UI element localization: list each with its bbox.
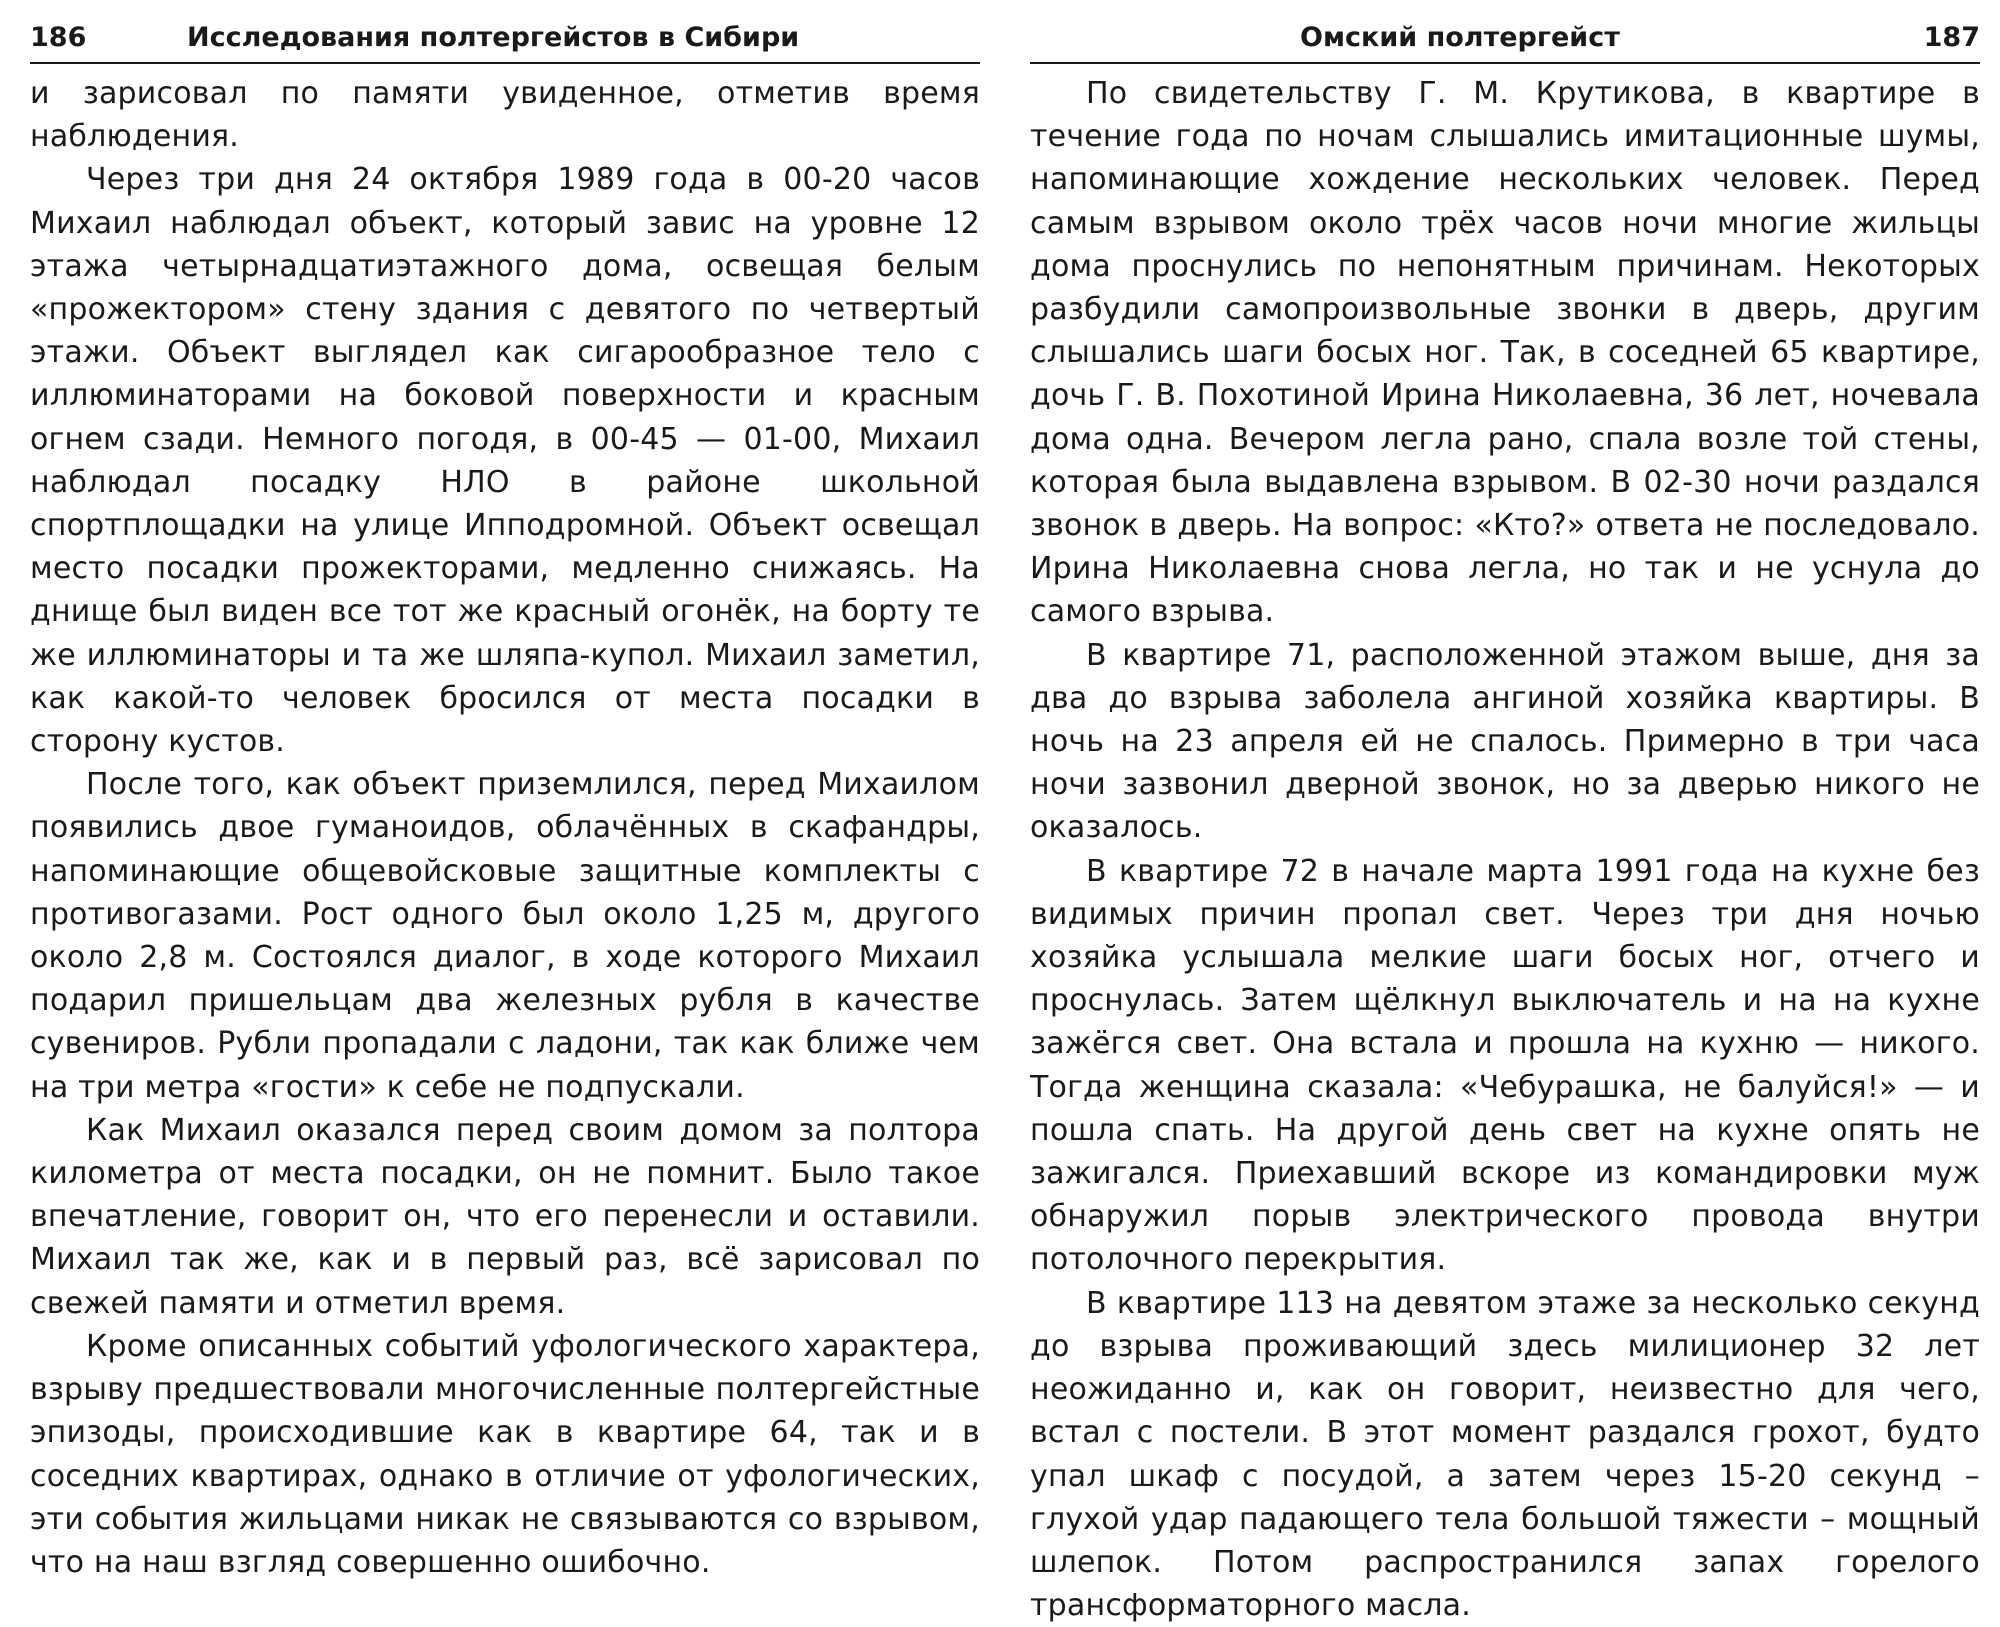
paragraph: После того, как объект приземлился, перед Михаилом появились двое гуманоидов, облачённых в скафандры, напоминающие общевойсковые защитные комплекты с противогазами. Рост одного был около 1,25 м, другого около 2,8 м. Состоялся диалог, в ходе которого Михаил подарил пришельцам два железных рубля в качестве сувениров. Рубли пропадали с ладони, так как ближе чем на три метра «гости» к себе не подпускали. — [30, 767, 980, 1105]
left-page-header — [30, 14, 980, 64]
right-page-header — [1030, 14, 1980, 64]
paragraph: Как Михаил оказался перед своим домом за полтора километра от места посадки, он не помнит. Было такое впечатление, говорит он, что его перенесли и оставили. Михаил так же, как и в первый раз, всё зарисовал по свежей памяти и отметил время. — [30, 1112, 980, 1321]
paragraph: Кроме описанных событий уфологического характера, взрыву предшествовали многочисленные полтергейстные эпизоды, происходившие как в квартире 64, так и в соседних квартирах, однако в отличие от уфологических, эти события жильцами никак не связываются со взрывом, что на наш взгляд совершенно ошибочно. — [30, 1328, 980, 1580]
right-page — [1030, 14, 1980, 1624]
right-page-number: 187 — [1923, 22, 1980, 53]
paragraph: Через три дня 24 октября 1989 года в 00-20 часов Михаил наблюдал объект, который завис на уровне 12 этажа четырнадцатиэтажного дома, освещая белым «прожектором» стену здания с девятого по четвертый этажи. Объект выглядел как сигарообразное тело с иллюминаторами на боковой поверхности и красным огнем сзади. Немного погодя, в 00-45 — 01-00, Михаил наблюдал посадку НЛО в районе школьной спортплощадки на улице Ипподромной. Объект освещал место посадки прожекторами, медленно снижаясь. На днище был виден все тот же красный огонёк, на борту те же иллюминаторы и та же шляпа-купол. Михаил заметил, как какой-то человек бросился от места посадки в сторону кустов. — [30, 162, 980, 760]
left-page-number: 186 — [30, 22, 87, 53]
paragraph: По свидетельству Г. М. Крутикова, в квартире в течение года по ночам слышались имитационные шумы, напоминающие хождение нескольких человек. Перед самым взрывом около трёх часов ночи многие жильцы дома проснулись по непонятным причинам. Некоторых разбудили самопроизвольные звонки в дверь, другим слышались шаги босых ног. Так, в соседней 65 квартире, дочь Г. В. Похотиной Ирина Николаевна, 36 лет, ночевала дома одна. Вечером легла рано, спала возле той стены, которая была выдавлена взрывом. В 02-30 ночи раздался звонок в дверь. На вопрос: «Кто?» ответа не последовало. Ирина Николаевна снова легла, но так и не уснула до самого взрыва. — [1030, 76, 1980, 630]
left-page-body — [30, 64, 980, 1584]
left-page — [30, 14, 980, 1580]
paragraph: В квартире 71, расположенной этажом выше, дня за два до взрыва заболела ангиной хозяйка квартиры. В ночь на 23 апреля ей не спалось. Примерно в три часа ночи зазвонил дверной звонок, но за дверью никого не оказалось. — [1030, 637, 1980, 846]
left-running-head: Исследования полтергейстов в Сибири — [187, 22, 800, 53]
right-page-body — [1030, 64, 1980, 1627]
paragraph: В квартире 113 на девятом этаже за несколько секунд до взрыва проживающий здесь милиционер 32 лет неожиданно и, как он говорит, неизвестно для чего, встал с постели. В этот момент раздался грохот, будто упал шкаф с посудой, а затем через 15-20 секунд – глухой удар падающего тела большой тяжести – мощный шлепок. Потом распространился запах горелого трансформаторного масла. — [1030, 1285, 1980, 1624]
paragraph: В квартире 72 в начале марта 1991 года на кухне без видимых причин пропал свет. Через три дня ночью хозяйка услышала мелкие шаги босых ног, отчего и проснулась. Затем щёлкнул выключатель и на на кухне зажёгся свет. Она встала и прошла на кухню — никого. Тогда женщина сказала: «Чебурашка, не балуйся!» — и пошла спать. На другой день свет на кухне опять не зажигался. Приехавший вскоре из командировки муж обнаружил порыв электрического провода внутри потолочного перекрытия. — [1030, 853, 1980, 1278]
paragraph: и зарисовал по памяти увиденное, отметив время наблюдения. — [30, 76, 980, 155]
right-running-head: Омский полтергейст — [1300, 22, 1620, 53]
